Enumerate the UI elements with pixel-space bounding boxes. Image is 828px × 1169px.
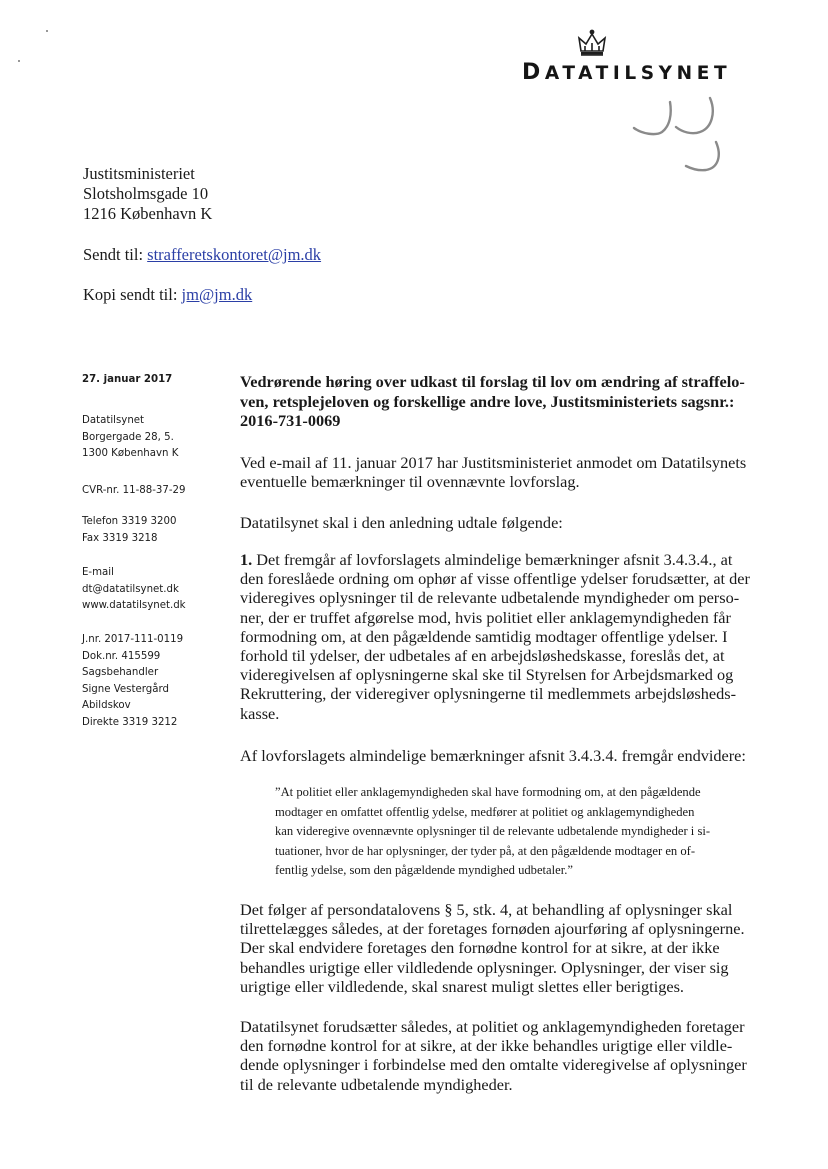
letter-date: 27. januar 2017 [82, 374, 173, 385]
copy-to-line [83, 285, 252, 305]
quote-intro-paragraph: Af lovforslagets almindelige bemærkninger afsnit 3.4.3.4. fremgår endvidere: [240, 746, 746, 765]
handwritten-initials [612, 92, 742, 187]
recipient-name: Justitsministeriet [83, 164, 195, 183]
scan-speck [18, 60, 20, 62]
point-1-number: 1. [240, 550, 253, 569]
copy-to-email-link[interactable]: jm@jm.dk [181, 285, 253, 304]
sender-email-link[interactable]: dt@datatilsynet.dk [82, 583, 179, 595]
law-paragraph: Det følger af persondatalovens § 5, stk. 4, at behandling af oplysninger skal tilrettelægges således, at der foretages fornøden ajourføring af oplysningerne. Der skal endvidere foretages den fornødne kontrol for at sikre, at der ikke behandles urigtige eller vildledende oplysninger. Oplysninger, der viser sig urigtige eller vildledende, skal snarest muligt slettes eller berigtiges. [240, 900, 745, 996]
scan-speck [46, 30, 48, 32]
sent-to-email-link[interactable]: strafferetskontoret@jm.dk [147, 245, 322, 264]
sender-web-link[interactable]: www.datatilsynet.dk [82, 600, 186, 611]
sent-to-label: Sendt til: [83, 245, 148, 264]
contact-online: E-mail dt@datatilsynet.dk www.datatilsynet.dk [82, 565, 232, 615]
recipient-address [83, 164, 212, 224]
letter-subject: Vedrørende høring over udkast til forslag til lov om ændring af straffelo- ven, retsplejeloven og forskellige andre love, Justitsministeriets sagsnr.: 2016-731-0069 [240, 372, 745, 430]
sent-to-line [83, 245, 321, 265]
copy-to-label: Kopi sendt til: [83, 285, 182, 304]
contact-phone-fax: Telefon 3319 3200 Fax 3319 3218 [82, 516, 177, 544]
intro-paragraph: Ved e-mail af 11. januar 2017 har Justitsministeriet anmodet om Datatilsynets eventuelle bemærkninger til ovennævnte lovforslag. [240, 453, 747, 492]
crown-icon [575, 28, 609, 62]
statement-paragraph: Datatilsynet skal i den anledning udtale følgende: [240, 513, 563, 532]
case-reference: J.nr. 2017-111-0119 Dok.nr. 415599 Sagsbehandler Signe Vestergård Abildskov Direkte 3319 3212 [82, 634, 184, 728]
recipient-street: Slotsholmsgade 10 [83, 184, 209, 203]
point-1-paragraph: 1. Det fremgår af lovforslagets almindelige bemærkninger afsnit 3.4.3.4., at den foreslåede ordning om ophør af visse offentlige ydelser forudsætter, at der videregives oplysninger til de relevante udbetalende myndigheder om perso- ner, der er truffet afgørelse mod, hvis politiet eller anklagemyndigheden får formodning om, at den pågældende samtidig modtager offentlige ydelser. I forhold til ydelser, der udbetales af en arbejdsløshedskasse, foreslås det, at videregivelsen af oplysningerne skal ske til Styrelsen for Arbejdsmarked og Rekruttering, der videregiver oplysningerne til medlemmets arbejdsløsheds- kasse. [240, 550, 750, 723]
block-quote: ”At politiet eller anklagemyndigheden skal have formodning om, at den pågældende modtager en omfattet offentlig ydelse, medfører at politiet og anklagemyndigheden kan videregive ovennævnte oplysninger til de relevante udbetalende myndigheder i si- tuationer, hvor de har oplysninger, der tyder på, at den pågældende modtager en of- fentlig ydelse, som den pågældende myndighed udbetaler.” [275, 785, 711, 878]
recipient-city: 1216 København K [83, 204, 213, 223]
brand-wordmark: DATATILSYNET [522, 60, 732, 85]
conclusion-paragraph: Datatilsynet forudsætter således, at politiet og anklagemyndigheden foretager den fornødne kontrol for at sikre, at der ikke behandles urigtige eller vildle- dende oplysninger i forbindelse med den omtalte videregivelse af oplysninger til de relevante udbetalende myndigheder. [240, 1017, 747, 1094]
cvr-number: CVR-nr. 11-88-37-29 [82, 485, 186, 496]
sender-address: Datatilsynet Borgergade 28, 5. 1300 København K [82, 415, 179, 459]
